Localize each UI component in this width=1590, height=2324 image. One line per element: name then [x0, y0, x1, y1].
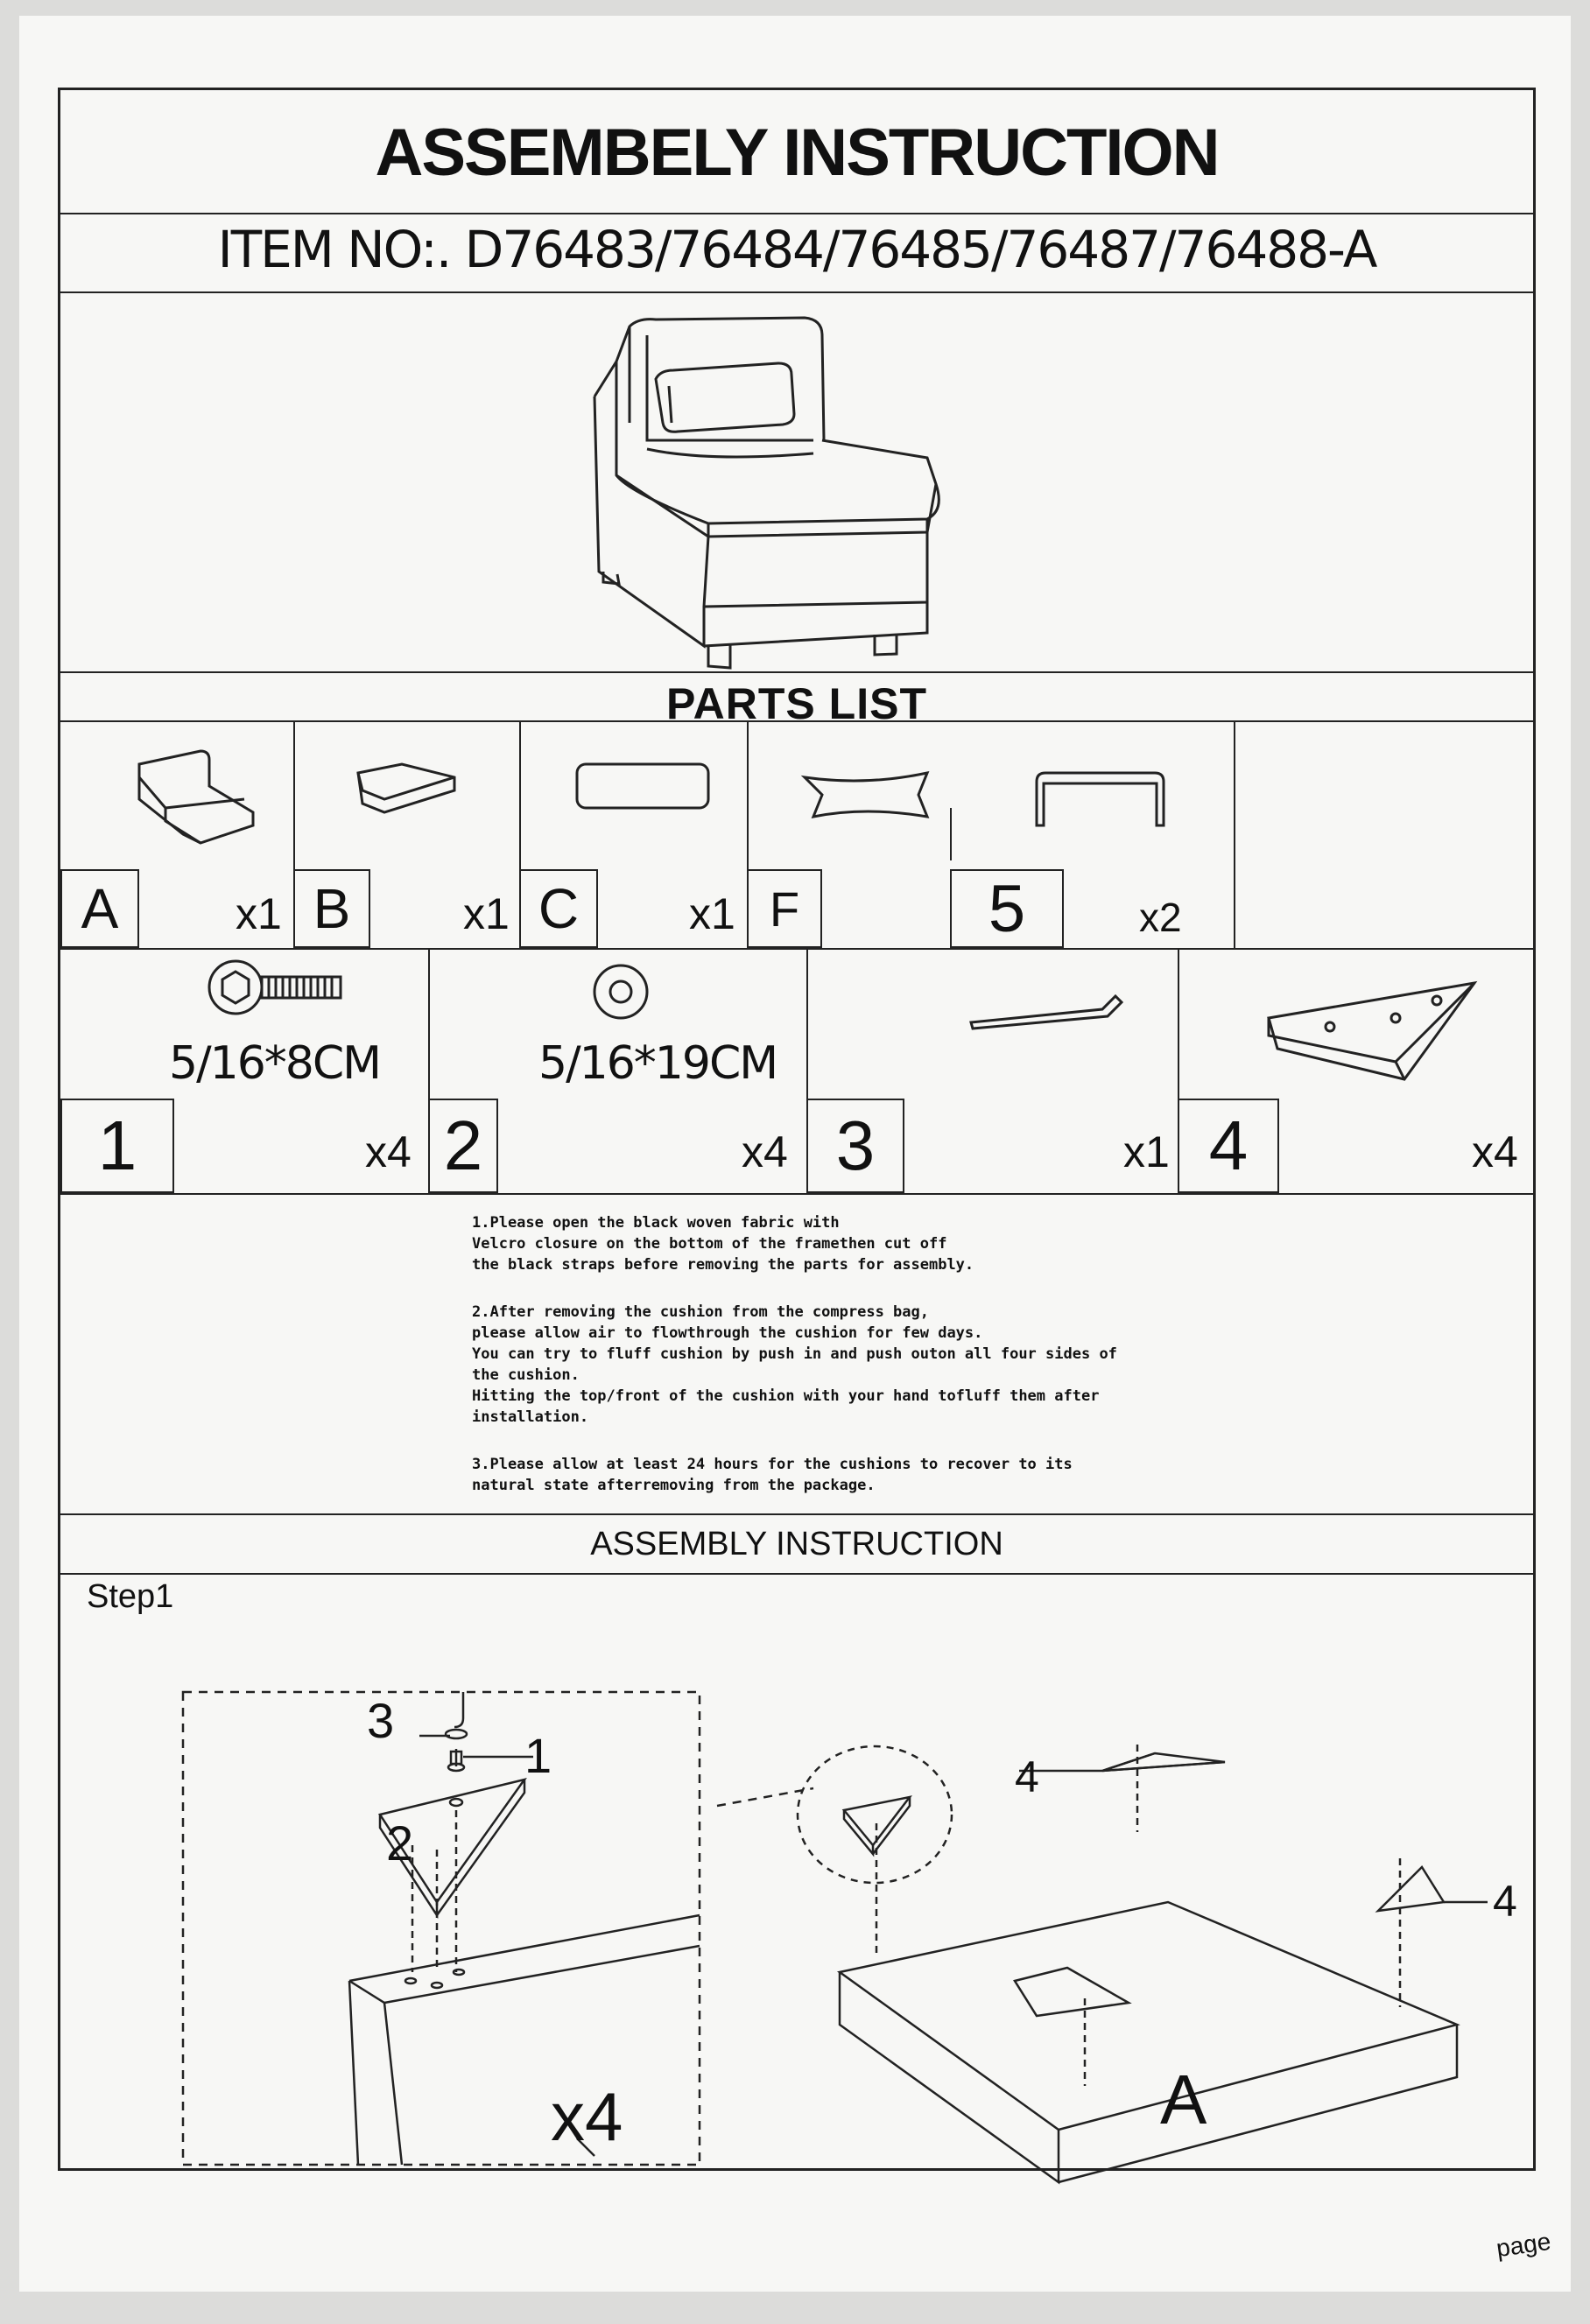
part-qty-2: x4: [742, 1127, 788, 1176]
assembly-title: ASSEMBLY INSTRUCTION: [590, 1526, 1003, 1562]
washer-icon: [586, 957, 656, 1027]
callout-x4: x4: [551, 2078, 623, 2155]
corner-bracket-icon: [1251, 965, 1496, 1097]
part-qty-b: x1: [463, 889, 510, 938]
part-label-c: C: [519, 869, 598, 948]
item-number: ITEM NO:. D76483/76484/76485/76487/76488-A: [217, 220, 1376, 279]
callout-a: A: [1160, 2061, 1207, 2138]
page-title: ASSEMBELY INSTRUCTION: [375, 116, 1219, 190]
note-2: 2.After removing the cushion from the compress bag, please allow air to flowthrough the cushion for few days. You can try to fluff cushion by push in and push outon all four sides of the cushion. Hitting the top/front of the cushion with your hand tofluff them after installation.: [472, 1303, 1117, 1426]
part-b-icon: [349, 755, 472, 825]
part-f-icon: [796, 764, 945, 825]
divider: [60, 1513, 1533, 1515]
part-qty-1: x4: [365, 1127, 412, 1176]
part-5-icon: [1024, 764, 1181, 834]
page-frame: [58, 88, 1553, 2263]
part-qty-a: x1: [236, 889, 282, 938]
part-label-f: F: [747, 869, 822, 948]
bolt-spec: 5/16*8CM: [169, 1037, 381, 1090]
part-qty-3: x1: [1123, 1127, 1170, 1176]
part-qty-4: x4: [1472, 1127, 1518, 1176]
part-label-a: A: [60, 869, 139, 948]
page-number: page: [1495, 2227, 1553, 2263]
part-label-5: 5: [950, 869, 1064, 948]
col-divider: [950, 808, 952, 860]
part-label-4: 4: [1178, 1099, 1279, 1193]
divider: [60, 948, 1533, 950]
note-3: 3.Please allow at least 24 hours for the cushions to recover to its natural state afterremoving from the package.: [472, 1456, 1073, 1494]
step-label: Step1: [87, 1578, 174, 1615]
part-label-3: 3: [806, 1099, 904, 1193]
washer-spec: 5/16*19CM: [538, 1037, 777, 1090]
part-c-icon: [568, 755, 717, 825]
sofa-illustration: [577, 309, 1015, 712]
divider: [60, 671, 1533, 673]
detail-box-diagram: [174, 1683, 752, 2173]
callout-4-right: 4: [1493, 1877, 1517, 1926]
part-label-b: B: [293, 869, 370, 948]
part-qty-5: x2: [1139, 895, 1182, 940]
part-label-2: 2: [428, 1099, 498, 1193]
part-qty-c: x1: [689, 889, 735, 938]
instruction-sheet: [19, 16, 1571, 2292]
col-divider: [1234, 720, 1235, 948]
divider: [60, 213, 1533, 214]
divider: [60, 291, 1533, 293]
instruction-notes: [472, 1212, 1137, 1522]
divider: [60, 1573, 1533, 1575]
callout-1: 1: [524, 1728, 552, 1783]
allen-key-icon: [962, 983, 1137, 1036]
bolt-icon: [201, 952, 349, 1022]
note-1: 1.Please open the black woven fabric with Velcro closure on the bottom of the framethen cut off the black straps before removing the parts for assembly.: [472, 1214, 974, 1274]
parts-list-title: PARTS LIST: [666, 679, 927, 728]
divider: [60, 720, 1533, 722]
callout-4-top: 4: [1015, 1752, 1039, 1801]
part-a-icon: [122, 738, 279, 852]
callout-2: 2: [386, 1815, 414, 1871]
callout-3: 3: [367, 1693, 395, 1748]
frame-a-diagram: [796, 1736, 1514, 2191]
divider: [60, 1193, 1533, 1195]
part-label-1: 1: [60, 1099, 174, 1193]
